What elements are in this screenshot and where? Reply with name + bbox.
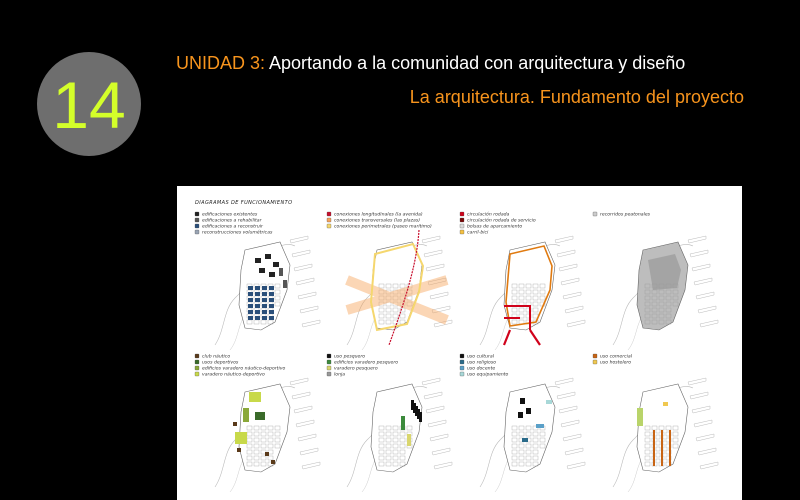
use-area: [401, 416, 405, 430]
pier-outline: [302, 320, 320, 327]
legend-label: reconstrucciones volumétricas: [202, 230, 273, 236]
legend-label: edificaciones a reconstruir: [202, 224, 263, 230]
legend-swatch: [460, 372, 464, 376]
building-footprint: [269, 292, 274, 296]
pier-outline: [296, 278, 314, 285]
pier-outline: [300, 306, 318, 313]
pier-outline: [692, 406, 710, 413]
legend-label: conexiones perimetrales (paseo marítimo): [334, 224, 432, 230]
building-footprint: [262, 292, 267, 296]
legend-swatch: [327, 212, 331, 216]
pier-outline: [559, 264, 577, 271]
use-area: [520, 398, 525, 404]
building-footprint: [248, 304, 253, 308]
legend-label: uso docente: [467, 366, 496, 372]
pier-outline: [430, 434, 448, 441]
use-area: [526, 408, 531, 414]
building-footprint: [255, 292, 260, 296]
building-footprint: [262, 316, 267, 320]
pier-outline: [298, 434, 316, 441]
site-plan: [613, 378, 718, 492]
legend-swatch: [327, 360, 331, 364]
pier-outline: [567, 320, 585, 327]
pier-outline: [565, 448, 583, 455]
site-plan: [215, 236, 320, 350]
building-footprint: [248, 316, 253, 320]
building-footprint: [255, 298, 260, 302]
legend-label: circulación rodada: [467, 212, 510, 218]
site-plan: [480, 236, 585, 350]
use-area: [661, 430, 663, 466]
use-area: [243, 408, 249, 422]
building-footprint: [279, 268, 283, 276]
building-footprint: [265, 254, 271, 259]
pier-outline: [300, 448, 318, 455]
diagram-sheet: [177, 186, 742, 500]
pier-outline: [692, 264, 710, 271]
legend-label: edificios varadero pesquero: [334, 360, 399, 366]
pier-outline: [290, 378, 308, 385]
pier-outline: [688, 236, 706, 243]
building-footprint: [273, 262, 279, 267]
use-area: [249, 392, 261, 402]
building-footprint: [269, 272, 275, 277]
building-footprint: [255, 310, 260, 314]
building-footprint: [269, 286, 274, 290]
legend-swatch: [195, 230, 199, 234]
building-footprint: [255, 304, 260, 308]
use-area: [653, 430, 655, 466]
legend-swatch: [460, 218, 464, 222]
use-area: [265, 452, 269, 456]
legend-label: conexiones transversales (las plazas): [334, 218, 421, 224]
legend-label: usos deportivos: [202, 360, 239, 366]
use-area: [233, 422, 237, 426]
diagram-panel: [327, 212, 452, 350]
use-area: [235, 432, 247, 444]
pier-outline: [690, 392, 708, 399]
building-footprint: [255, 258, 261, 263]
legend-swatch: [327, 372, 331, 376]
sheet-heading: DIAGRAMAS DE FUNCIONAMIENTO: [195, 200, 293, 206]
legend-label: uso cultural: [467, 354, 494, 360]
pier-outline: [292, 392, 310, 399]
pier-outline: [294, 264, 312, 271]
use-area: [407, 434, 411, 446]
pier-outline: [561, 278, 579, 285]
legend-swatch: [593, 360, 597, 364]
legend-swatch: [195, 360, 199, 364]
legend-label: edificaciones a rehabilitar: [202, 218, 262, 224]
site-plan: [613, 236, 718, 350]
pier-outline: [688, 378, 706, 385]
legend-label: recorridos peatonales: [600, 212, 651, 218]
pier-outline: [563, 292, 581, 299]
diagram-sheet-drawing: [177, 186, 742, 500]
pier-outline: [557, 392, 575, 399]
legend-label: uso pesquero: [334, 354, 366, 360]
diagram-panel: [460, 354, 585, 492]
pier-outline: [690, 250, 708, 257]
legend-label: edificaciones existentes: [202, 212, 258, 218]
legend-swatch: [460, 224, 464, 228]
use-area: [518, 412, 523, 418]
unit-title: Aportando a la comunidad con arquitectura y diseño: [265, 53, 686, 73]
legend-label: varadero pesquero: [334, 366, 378, 372]
pier-outline: [698, 306, 716, 313]
pier-outline: [426, 406, 444, 413]
building-footprint: [262, 286, 267, 290]
pier-outline: [694, 420, 712, 427]
legend-swatch: [195, 366, 199, 370]
use-area: [271, 460, 275, 464]
legend-swatch: [460, 354, 464, 358]
service-road: [504, 330, 540, 345]
legend-label: lonja: [334, 372, 346, 378]
pier-outline: [424, 250, 442, 257]
building-footprint: [255, 286, 260, 290]
building-footprint: [262, 310, 267, 314]
diagram-panel: [195, 353, 320, 492]
district-block: [504, 384, 555, 472]
building-footprint: [255, 316, 260, 320]
pier-outline: [428, 420, 446, 427]
legend-label: uso religioso: [467, 360, 497, 366]
legend-label: circulación rodada de servicio: [467, 218, 536, 224]
legend-swatch: [195, 372, 199, 376]
legend-label: uso comercial: [600, 354, 632, 360]
building-footprint: [248, 310, 253, 314]
legend-swatch: [195, 212, 199, 216]
slide-number-badge: [37, 52, 141, 156]
use-area: [255, 412, 265, 420]
building-footprint: [259, 268, 265, 273]
pier-outline: [555, 378, 573, 385]
district-block: [239, 384, 290, 472]
use-area: [419, 412, 422, 422]
pier-outline: [296, 420, 314, 427]
pier-outline: [694, 278, 712, 285]
unit-label: UNIDAD 3:: [176, 53, 266, 73]
diagram-panel: [327, 354, 452, 492]
building-footprint: [269, 298, 274, 302]
site-plan: [347, 230, 452, 350]
building-footprint: [248, 298, 253, 302]
pier-outline: [696, 292, 714, 299]
legend-swatch: [195, 224, 199, 228]
pier-outline: [559, 406, 577, 413]
legend-swatch: [460, 360, 464, 364]
pier-outline: [302, 462, 320, 469]
pier-outline: [290, 236, 308, 243]
diagram-panel: [593, 354, 718, 492]
slide-subtitle: La arquitectura. Fundamento del proyecto: [409, 87, 744, 107]
legend-swatch: [327, 224, 331, 228]
pier-outline: [298, 292, 316, 299]
legend-swatch: [460, 212, 464, 216]
use-area: [637, 408, 643, 426]
building-footprint: [283, 280, 287, 288]
pier-outline: [422, 236, 440, 243]
district-block: [371, 384, 422, 472]
pier-outline: [557, 250, 575, 257]
pier-outline: [426, 264, 444, 271]
pier-outline: [430, 292, 448, 299]
pier-outline: [698, 448, 716, 455]
legend-label: edificios varadero náutico-deportivo: [202, 366, 286, 372]
use-area: [669, 430, 671, 466]
legend-swatch: [327, 354, 331, 358]
legend-swatch: [460, 230, 464, 234]
legend-swatch: [593, 212, 597, 216]
site-plan: [347, 378, 452, 492]
legend-swatch: [460, 366, 464, 370]
site-plan: [215, 378, 320, 492]
pier-outline: [700, 462, 718, 469]
use-area: [237, 448, 241, 452]
slide-number: 14: [52, 68, 126, 142]
pier-outline: [700, 320, 718, 327]
pier-outline: [424, 392, 442, 399]
slide-title: [176, 53, 685, 74]
site-plan: [480, 378, 585, 492]
legend-swatch: [327, 218, 331, 222]
building-footprint: [269, 310, 274, 314]
building-footprint: [262, 298, 267, 302]
legend-label: uso equipamiento: [467, 372, 509, 378]
building-footprint: [269, 304, 274, 308]
use-area: [536, 424, 544, 428]
use-area: [522, 438, 528, 442]
pier-outline: [432, 448, 450, 455]
legend-swatch: [327, 366, 331, 370]
legend-label: bolsas de aparcamiento: [467, 224, 523, 230]
legend-swatch: [593, 354, 597, 358]
building-footprint: [269, 316, 274, 320]
pier-outline: [434, 462, 452, 469]
pier-outline: [561, 420, 579, 427]
pier-outline: [422, 378, 440, 385]
legend-label: uso hostelero: [600, 360, 632, 366]
pier-outline: [292, 250, 310, 257]
pier-outline: [567, 462, 585, 469]
diagram-panel: [593, 212, 718, 350]
diagram-panel: [460, 211, 585, 350]
pier-outline: [555, 236, 573, 243]
legend-label: club náutico: [202, 354, 231, 360]
pedestrian-area: [648, 254, 681, 290]
diagram-panel: [195, 212, 320, 350]
legend-label: conexiones longitudinales (la avenida): [334, 212, 423, 218]
legend-label: varadero náutico-deportivo: [202, 372, 265, 378]
pier-outline: [696, 434, 714, 441]
legend-label: carril-bici: [467, 230, 489, 236]
pier-outline: [565, 306, 583, 313]
legend-swatch: [195, 354, 199, 358]
pier-outline: [294, 406, 312, 413]
use-area: [546, 400, 552, 404]
building-footprint: [262, 304, 267, 308]
building-footprint: [248, 292, 253, 296]
pier-outline: [563, 434, 581, 441]
building-footprint: [248, 286, 253, 290]
use-area: [663, 402, 668, 406]
legend-swatch: [195, 218, 199, 222]
